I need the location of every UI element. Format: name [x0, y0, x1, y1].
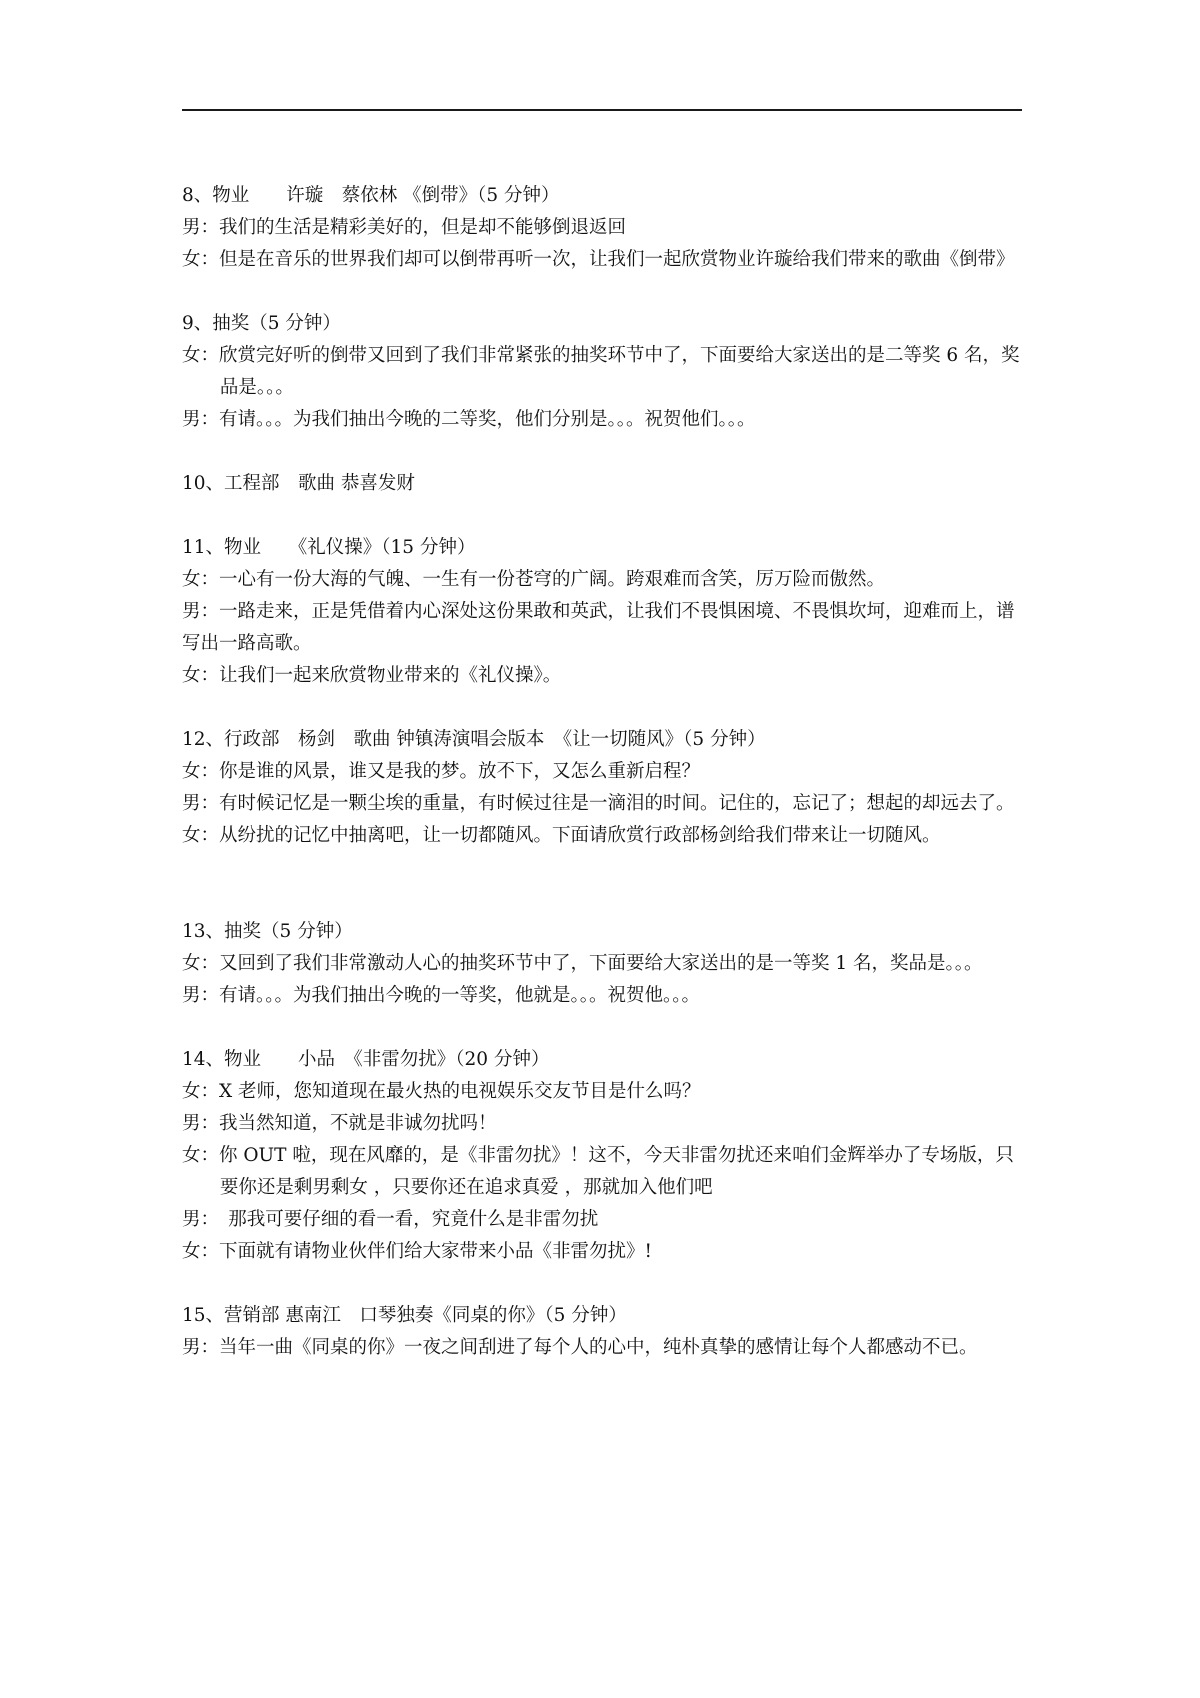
section-heading: 13、抽奖（5 分钟）: [182, 921, 353, 942]
section-heading: 9、抽奖（5 分钟）: [182, 313, 341, 334]
dialogue-line: 女：X 老师，您知道现在最火热的电视娱乐交友节目是什么吗？: [182, 1081, 701, 1102]
dialogue-line: 男：我当然知道，不就是非诚勿扰吗！: [182, 1113, 497, 1134]
dialogue-line: 女：一心有一份大海的气魄、一生有一份苍穹的广阔。跨艰难而含笑，厉万险而傲然。: [182, 569, 886, 590]
dialogue-line: 男：有时候记忆是一颗尘埃的重量，有时候过往是一滴泪的时间。记住的，忘记了；想起的却远去了。: [182, 793, 1015, 814]
section-heading: 8、物业 许璇 蔡依林 《倒带》（5 分钟）: [182, 185, 560, 206]
dialogue-line: 男：我们的生活是精彩美好的，但是却不能够倒退返回: [182, 217, 627, 238]
section-heading: 14、物业 小品 《非雷勿扰》（20 分钟）: [182, 1049, 550, 1070]
dialogue-line: 男：有请。。。为我们抽出今晚的一等奖，他就是。。。祝贺他。。。: [182, 985, 701, 1006]
dialogue-line: 女：让我们一起来欣赏物业带来的《礼仪操》。: [182, 665, 562, 686]
dialogue-line: 女：从纷扰的记忆中抽离吧，让一切都随风。下面请欣赏行政部杨剑给我们带来让一切随风。: [182, 825, 941, 846]
header-rule: [182, 109, 1022, 111]
dialogue-line: 女：下面就有请物业伙伴们给大家带来小品《非雷勿扰》!: [182, 1241, 652, 1262]
dialogue-line: 男：有请。。。为我们抽出今晚的二等奖，他们分别是。。。祝贺他们。。。: [182, 409, 756, 430]
section-heading: 10、工程部 歌曲 恭喜发财: [182, 473, 415, 494]
dialogue-line: 男：一路走来，正是凭借着内心深处这份果敢和英武，让我们不畏惧困境、不畏惧坎坷，迎难而上，谱写出一路高歌。: [182, 601, 1015, 654]
dialogue-line: 女：又回到了我们非常激动人心的抽奖环节中了，下面要给大家送出的是一等奖 1 名，奖品是。。。: [182, 953, 983, 974]
document-body: [182, 180, 1022, 1364]
section-heading: 11、物业 《礼仪操》（15 分钟）: [182, 537, 476, 558]
dialogue-line: 女：你是谁的风景，谁又是我的梦。放不下，又怎么重新启程？: [182, 761, 701, 782]
dialogue-line: 女：你 OUT 啦，现在风靡的，是《非雷勿扰》！这不，今天非雷勿扰还来咱们金辉举办了专场版，只要你还是剩男剩女 ，只要你还在追求真爱 ，那就加入他们吧: [182, 1145, 1014, 1198]
section-heading: 12、行政部 杨剑 歌曲 钟镇涛演唱会版本 《让一切随风》（5 分钟）: [182, 729, 766, 750]
dialogue-line: 男：当年一曲《同桌的你》一夜之间刮进了每个人的心中，纯朴真挚的感情让每个人都感动不已。: [182, 1337, 978, 1358]
section-heading: 15、营销部 惠南江 口琴独奏《同桌的你》（5 分钟）: [182, 1305, 627, 1326]
dialogue-line: 男： 那我可要仔细的看一看，究竟什么是非雷勿扰: [182, 1209, 599, 1230]
dialogue-line: 女：但是在音乐的世界我们却可以倒带再听一次，让我们一起欣赏物业许璇给我们带来的歌曲《倒带》: [182, 249, 1015, 270]
dialogue-line: 女：欣赏完好听的倒带又回到了我们非常紧张的抽奖环节中了，下面要给大家送出的是二等奖 6 名，奖品是。。。: [182, 345, 1020, 398]
